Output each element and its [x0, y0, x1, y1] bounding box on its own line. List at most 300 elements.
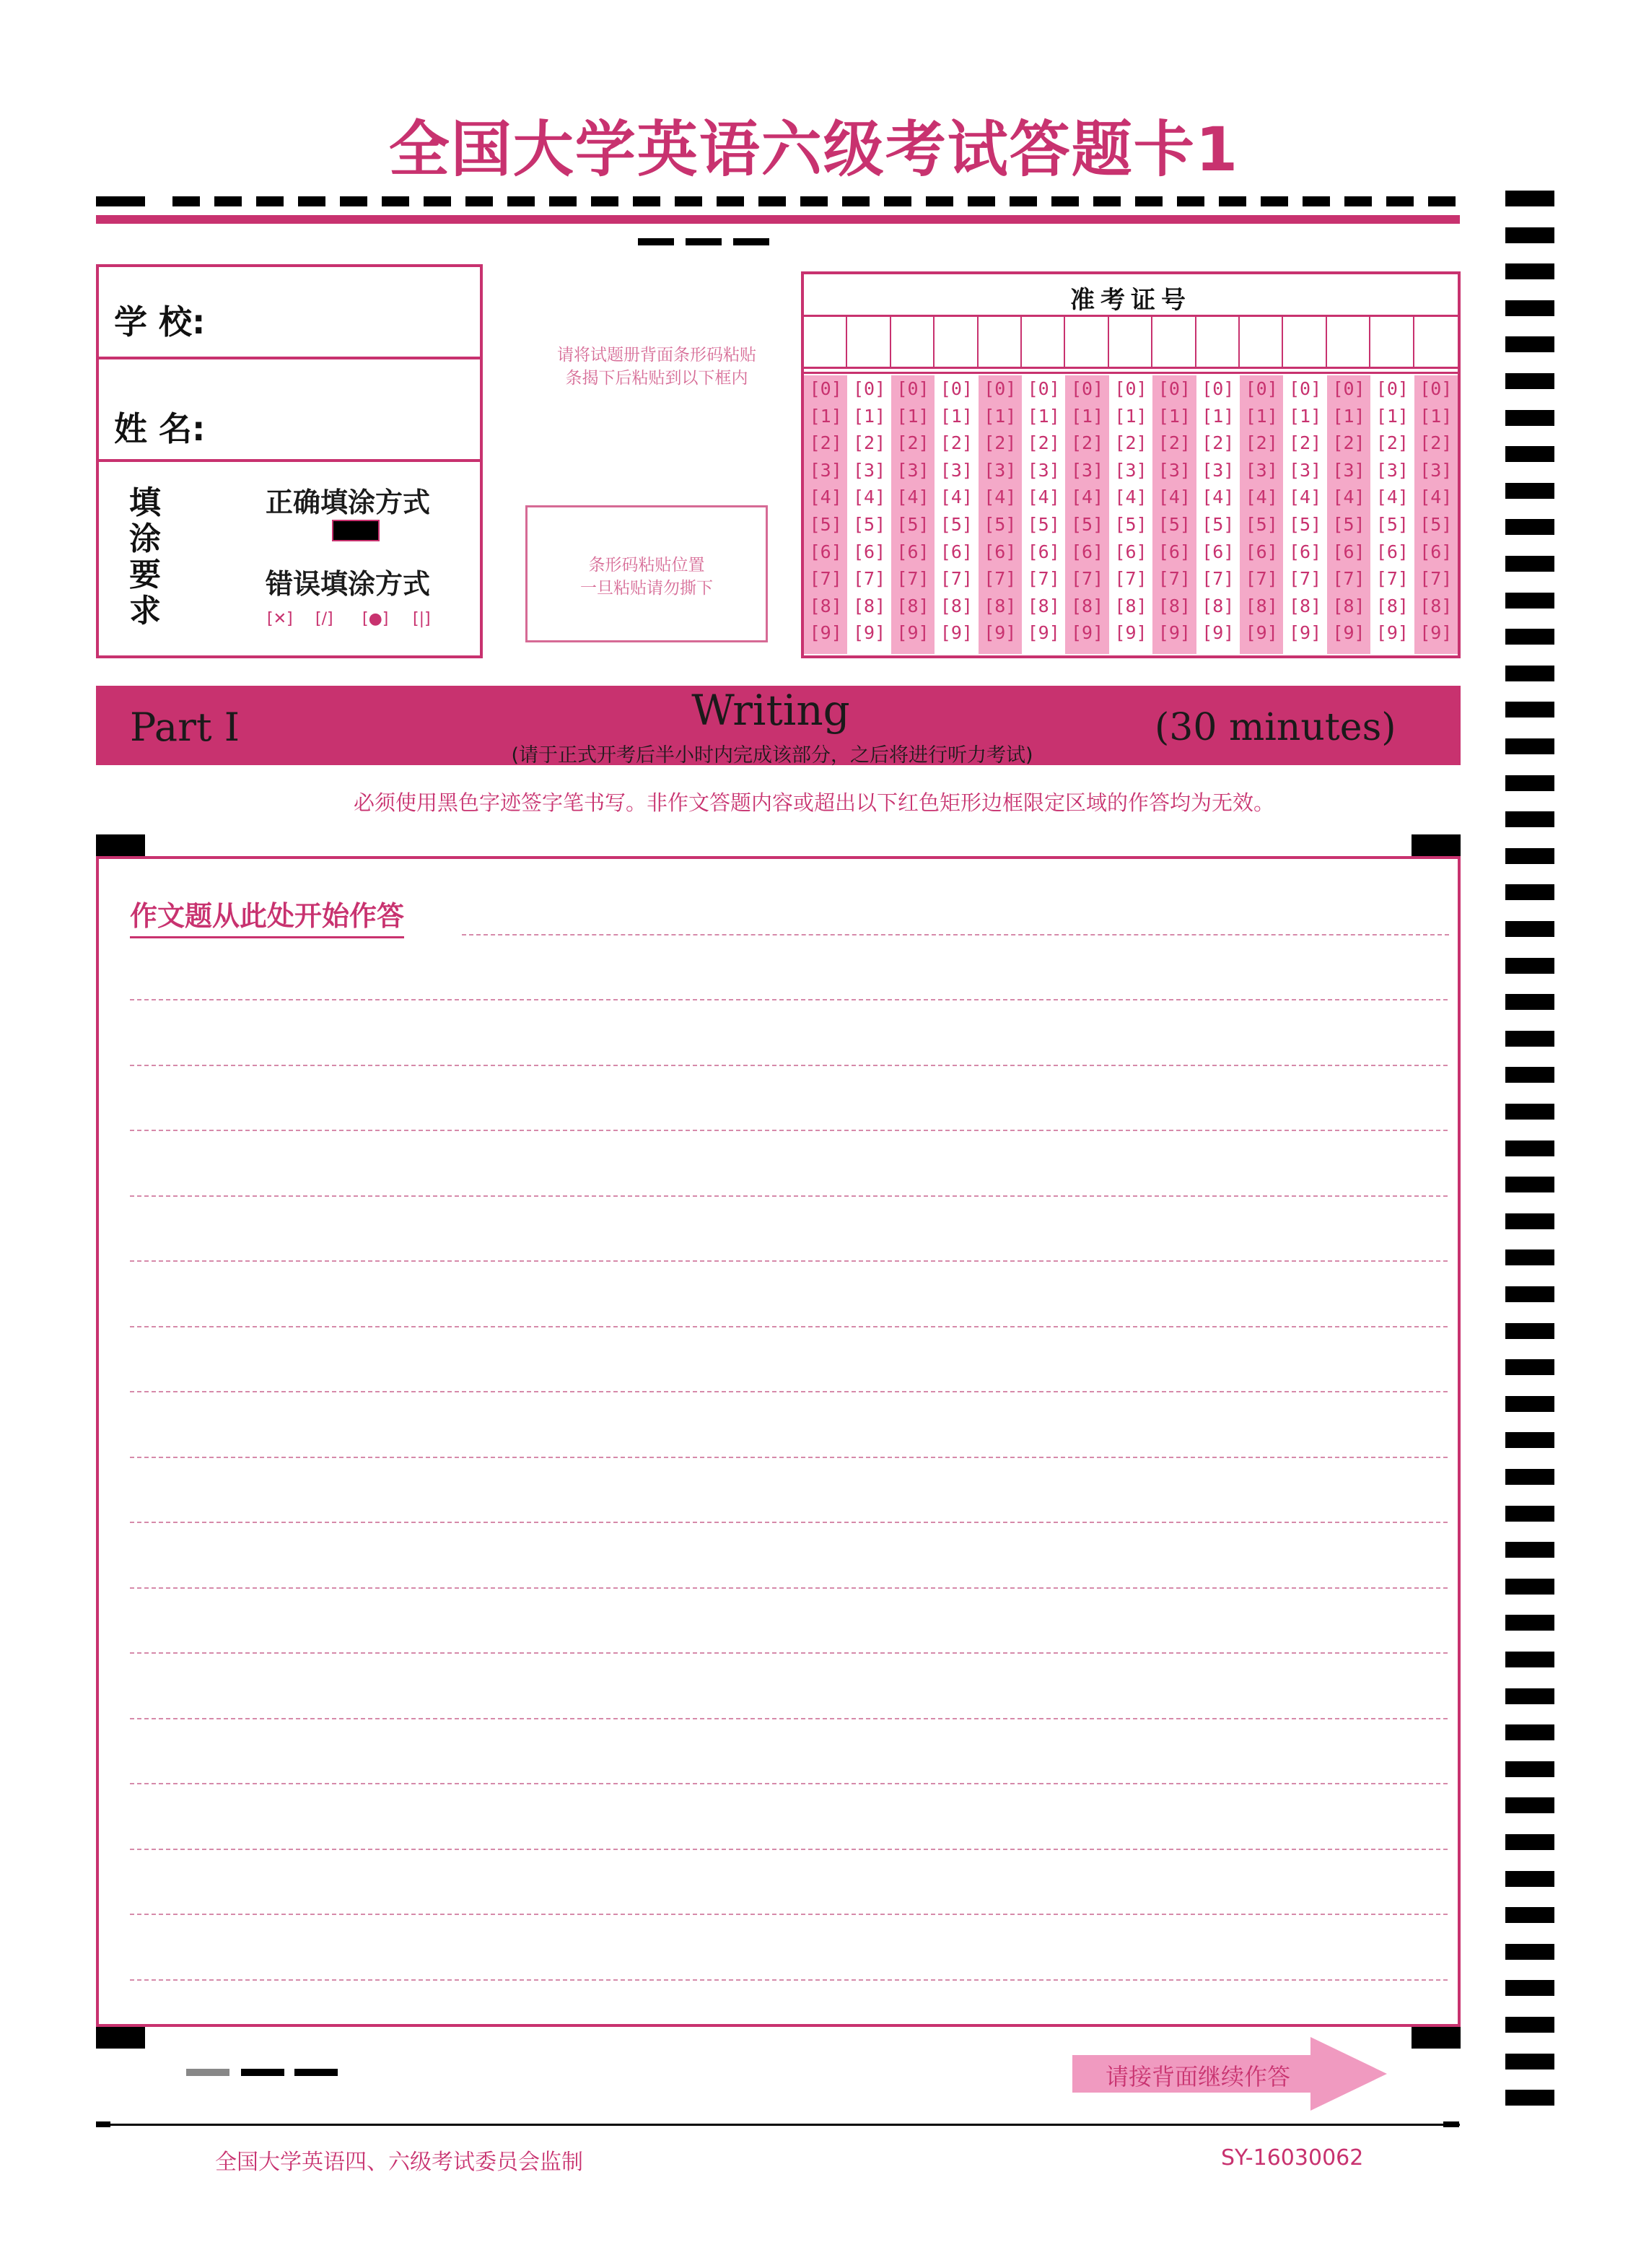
timing-mark [465, 196, 493, 206]
exam-id-bubble[interactable]: [4] [1027, 487, 1060, 508]
timing-mark [1505, 336, 1554, 352]
essay-line [130, 1391, 1448, 1392]
timing-mark [256, 196, 284, 206]
exam-id-bubble[interactable]: [5] [853, 514, 886, 535]
exam-id-digit-box[interactable] [1240, 317, 1283, 369]
exam-id-bubble[interactable]: [8] [1289, 595, 1322, 616]
corner-mark [1412, 2027, 1461, 2049]
timing-mark [214, 196, 242, 206]
exam-id-bubble[interactable]: [3] [1157, 459, 1191, 481]
essay-line [130, 1914, 1448, 1915]
exam-id-bubble[interactable]: [3] [1114, 459, 1147, 481]
exam-id-bubble[interactable]: [2] [1027, 432, 1060, 454]
exam-id-digit-box[interactable] [1283, 317, 1326, 369]
exam-id-bubble[interactable]: [1] [940, 405, 973, 427]
exam-id-bubble[interactable]: [2] [1419, 432, 1453, 454]
exam-id-bubble[interactable]: [4] [1202, 487, 1235, 508]
fill-rules-title-char: 涂 [129, 520, 161, 557]
exam-id-bubble[interactable]: [8] [1375, 595, 1409, 616]
exam-id-bubble[interactable]: [6] [1332, 541, 1365, 562]
essay-line [130, 1195, 1448, 1197]
top-timing-marks [96, 196, 1460, 206]
part-label: Part I [130, 705, 240, 750]
footer-code: SY-16030062 [1221, 2145, 1364, 2171]
essay-line [130, 999, 1448, 1000]
exam-id-bubble[interactable]: [7] [1071, 568, 1104, 590]
timing-mark [1505, 263, 1554, 279]
exam-id-bubble[interactable]: [5] [896, 514, 929, 535]
exam-id-bubble[interactable]: [4] [853, 487, 886, 508]
exam-id-bubble[interactable]: [8] [1157, 595, 1191, 616]
timing-mark [1219, 196, 1246, 206]
exam-id-bubble[interactable]: [6] [1157, 541, 1191, 562]
essay-line [130, 1849, 1448, 1850]
timing-mark [507, 196, 535, 206]
exam-id-bubble[interactable]: [5] [1289, 514, 1322, 535]
exam-id-title: 准考证号 [1070, 286, 1191, 315]
exam-id-bubble[interactable]: [1] [1332, 405, 1365, 427]
exam-id-bubble[interactable]: [7] [1332, 568, 1365, 590]
exam-id-bubble[interactable]: [3] [1332, 459, 1365, 481]
exam-id-bubble[interactable]: [9] [940, 622, 973, 644]
timing-mark [1505, 958, 1554, 974]
exam-id-bubble[interactable]: [4] [1289, 487, 1322, 508]
exam-id-bubble[interactable]: [7] [1157, 568, 1191, 590]
timing-mark [1010, 196, 1037, 206]
exam-id-digit-box[interactable] [935, 317, 978, 369]
exam-id-bubble[interactable]: [5] [1202, 514, 1235, 535]
exam-id-bubble[interactable]: [9] [1157, 622, 1191, 644]
timing-mark [1177, 196, 1204, 206]
timing-mark [884, 196, 911, 206]
footer-supervisor: 全国大学英语四、六级考试委员会监制 [215, 2150, 583, 2175]
exam-id-bubble[interactable]: [2] [1332, 432, 1365, 454]
timing-mark [1505, 593, 1554, 609]
timing-mark [1505, 300, 1554, 316]
timing-mark [1505, 1797, 1554, 1813]
exam-id-bubble[interactable]: [6] [940, 541, 973, 562]
exam-id-bubble[interactable]: [5] [1332, 514, 1365, 535]
timing-mark [424, 196, 451, 206]
exam-id-bubble[interactable]: [9] [1114, 622, 1147, 644]
exam-id-bubble[interactable]: [3] [809, 459, 842, 481]
exam-id-bubble[interactable]: [7] [809, 568, 842, 590]
timing-mark [1505, 1944, 1554, 1960]
exam-id-bubble[interactable]: [4] [809, 487, 842, 508]
exam-id-digit-box[interactable] [1152, 317, 1196, 369]
exam-id-bubble[interactable]: [5] [1071, 514, 1104, 535]
exam-id-bubble[interactable]: [6] [1419, 541, 1453, 562]
essay-line [130, 1718, 1448, 1719]
exam-id-bubble[interactable]: [0] [853, 378, 886, 399]
exam-id-bubble[interactable]: [7] [984, 568, 1017, 590]
exam-id-bubble[interactable]: [2] [940, 432, 973, 454]
exam-id-bubble[interactable]: [7] [1027, 568, 1060, 590]
timing-mark [1505, 227, 1554, 243]
timing-mark [1505, 2090, 1554, 2106]
exam-id-bubble[interactable]: [0] [984, 378, 1017, 399]
essay-line [130, 1457, 1448, 1458]
exam-id-bubble[interactable]: [6] [1245, 541, 1278, 562]
timing-mark [1261, 196, 1288, 206]
small-timing-marks [638, 238, 775, 245]
correct-fill-example [332, 520, 380, 541]
exam-id-bubble[interactable]: [0] [1289, 378, 1322, 399]
exam-id-bubble[interactable]: [9] [1245, 622, 1278, 644]
exam-id-bubble[interactable]: [2] [984, 432, 1017, 454]
wrong-fill-example: [|] [413, 610, 431, 628]
exam-id-bubble[interactable]: [1] [896, 405, 929, 427]
exam-id-bubble[interactable]: [3] [1027, 459, 1060, 481]
timing-mark [1386, 196, 1414, 206]
exam-id-digit-box[interactable] [1370, 317, 1414, 369]
timing-mark [1505, 1724, 1554, 1740]
school-field[interactable] [224, 289, 469, 346]
exam-id-bubble[interactable]: [6] [1289, 541, 1322, 562]
timing-mark [1505, 1652, 1554, 1667]
exam-id-bubble[interactable]: [4] [1071, 487, 1104, 508]
essay-line [130, 1587, 1448, 1589]
exam-id-bubble[interactable]: [7] [1202, 568, 1235, 590]
timing-mark [1505, 1432, 1554, 1448]
timing-mark [1505, 921, 1554, 937]
essay-line [130, 1130, 1448, 1131]
exam-id-bubble[interactable]: [1] [853, 405, 886, 427]
exam-id-bubble[interactable]: [9] [1071, 622, 1104, 644]
timing-mark [1505, 1615, 1554, 1631]
exam-id-bubble[interactable]: [9] [1419, 622, 1453, 644]
exam-id-bubble[interactable]: [8] [940, 595, 973, 616]
timing-mark [1135, 196, 1163, 206]
timing-mark [1505, 1834, 1554, 1850]
exam-id-bubble[interactable]: [5] [984, 514, 1017, 535]
timing-mark [1505, 1067, 1554, 1083]
exam-id-bubble[interactable]: [1] [1157, 405, 1191, 427]
exam-id-bubble[interactable]: [8] [896, 595, 929, 616]
exam-id-bubble[interactable]: [7] [1245, 568, 1278, 590]
exam-id-bubble[interactable]: [4] [984, 487, 1017, 508]
exam-id-digit-box[interactable] [1327, 317, 1370, 369]
exam-id-bubble[interactable]: [1] [1245, 405, 1278, 427]
bottom-rule [96, 2124, 1460, 2126]
fill-rules-title-char: 填 [129, 484, 161, 521]
exam-id-digit-box[interactable] [1414, 317, 1458, 369]
timing-mark [1505, 1213, 1554, 1229]
essay-line [130, 1783, 1448, 1784]
exam-id-bubble[interactable]: [9] [1202, 622, 1235, 644]
timing-mark [340, 196, 367, 206]
exam-id-bubble[interactable]: [1] [1071, 405, 1104, 427]
timing-mark [1505, 1396, 1554, 1412]
barcode-box [525, 505, 768, 642]
wrong-fill-label: 错误填涂方式 [266, 568, 431, 600]
exam-id-bubble[interactable]: [4] [1332, 487, 1365, 508]
bottom-rule-end [96, 2121, 110, 2127]
timing-mark [1344, 196, 1372, 206]
timing-mark [1505, 848, 1554, 864]
timing-mark [298, 196, 325, 206]
timing-mark [1505, 1907, 1554, 1923]
timing-mark [172, 196, 200, 206]
barcode-box-line: 一旦粘贴请勿撕下 [580, 579, 713, 598]
exam-id-bubble[interactable]: [5] [1157, 514, 1191, 535]
barcode-box-line: 条形码粘贴位置 [588, 556, 705, 575]
exam-id-bubble[interactable]: [9] [1289, 622, 1322, 644]
name-label: 姓 名: [114, 409, 206, 448]
exam-id-bubble[interactable]: [8] [1027, 595, 1060, 616]
essay-start-label: 作文题从此处开始作答 [130, 894, 404, 938]
timing-mark [1303, 196, 1330, 206]
timing-mark [1505, 702, 1554, 718]
exam-id-bubble[interactable]: [2] [809, 432, 842, 454]
timing-mark [549, 196, 577, 206]
timing-mark [1505, 556, 1554, 572]
wrong-fill-example: [/] [315, 610, 333, 628]
exam-id-bubble[interactable]: [1] [809, 405, 842, 427]
essay-line [130, 1652, 1448, 1654]
exam-id-bubble[interactable]: [4] [1375, 487, 1409, 508]
exam-id-bubble[interactable]: [5] [1245, 514, 1278, 535]
exam-id-bubble[interactable]: [0] [1157, 378, 1191, 399]
bottom-rule-end [1443, 2121, 1459, 2127]
bottom-timing-marks [186, 2069, 341, 2076]
exam-id-bubble[interactable]: [5] [1375, 514, 1409, 535]
exam-id-bubble[interactable]: [2] [853, 432, 886, 454]
exam-id-bubble[interactable]: [7] [1375, 568, 1409, 590]
exam-id-bubble[interactable]: [9] [896, 622, 929, 644]
exam-id-bubble[interactable]: [1] [984, 405, 1017, 427]
corner-mark [1412, 834, 1461, 856]
exam-id-bubble[interactable]: [3] [1289, 459, 1322, 481]
timing-mark [1505, 191, 1554, 206]
exam-id-bubble[interactable]: [7] [1289, 568, 1322, 590]
exam-id-bubble[interactable]: [0] [1071, 378, 1104, 399]
timing-mark [1505, 1104, 1554, 1120]
barcode-instruction [520, 344, 794, 390]
part-duration: (30 minutes) [1155, 706, 1396, 749]
exam-id-bubble[interactable]: [9] [853, 622, 886, 644]
exam-id-bubble[interactable]: [4] [940, 487, 973, 508]
exam-id-bubble[interactable]: [9] [809, 622, 842, 644]
exam-id-digit-box[interactable] [891, 317, 935, 369]
essay-line [462, 934, 1449, 935]
exam-id-bubble[interactable]: [2] [1245, 432, 1278, 454]
exam-id-bubble[interactable]: [8] [853, 595, 886, 616]
exam-id-bubble[interactable]: [6] [1027, 541, 1060, 562]
part-name: Writing [691, 686, 850, 735]
exam-id-bubble[interactable]: [3] [984, 459, 1017, 481]
exam-id-bubble[interactable]: [3] [1419, 459, 1453, 481]
continue-label: 请接背面继续作答 [1105, 2063, 1290, 2090]
timing-mark [1505, 1286, 1554, 1302]
exam-id-digit-box[interactable] [1022, 317, 1065, 369]
essay-line [130, 1065, 1448, 1066]
essay-line [130, 1979, 1448, 1981]
exam-id-bubble[interactable]: [6] [1375, 541, 1409, 562]
exam-id-digit-box[interactable] [1109, 317, 1152, 369]
exam-id-digit-box[interactable] [804, 317, 847, 369]
exam-id-bubble[interactable]: [3] [853, 459, 886, 481]
sheet-title: 全国大学英语六级考试答题卡1 [388, 114, 1240, 185]
exam-id-bubble[interactable]: [1] [1114, 405, 1147, 427]
exam-id-bubble[interactable]: [3] [1375, 459, 1409, 481]
timing-mark [717, 196, 744, 206]
exam-id-bubble[interactable]: [6] [1202, 541, 1235, 562]
exam-id-bubble[interactable]: [0] [1202, 378, 1235, 399]
essay-line [130, 1326, 1448, 1327]
timing-mark [1505, 2054, 1554, 2069]
timing-mark [1505, 1359, 1554, 1375]
exam-id-bubble[interactable]: [1] [1289, 405, 1322, 427]
exam-id-bubble[interactable]: [0] [896, 378, 929, 399]
timing-mark [1505, 1177, 1554, 1192]
timing-mark [1505, 884, 1554, 900]
info-divider [96, 357, 483, 359]
timing-mark [1505, 666, 1554, 681]
fill-rules-title [127, 485, 163, 629]
essay-line [130, 1260, 1448, 1262]
correct-fill-label: 正确填涂方式 [266, 487, 431, 518]
timing-mark [1505, 1761, 1554, 1777]
school-label: 学 校: [114, 302, 206, 341]
exam-id-bubble[interactable]: [8] [809, 595, 842, 616]
corner-mark [96, 834, 145, 856]
timing-mark [1505, 738, 1554, 754]
exam-id-bubble[interactable]: [5] [1027, 514, 1060, 535]
essay-answer-box[interactable] [96, 856, 1461, 2027]
exam-id-bubble[interactable]: [8] [1114, 595, 1147, 616]
timing-mark [1505, 1871, 1554, 1887]
writing-warning: 必须使用黑色字迹签字笔书写。非作文答题内容或超出以下红色矩形边框限定区域的作答均为无效。 [353, 790, 1274, 815]
exam-id-bubble[interactable]: [7] [896, 568, 929, 590]
top-divider [96, 215, 1460, 224]
timing-mark [1505, 1469, 1554, 1485]
timing-mark [1505, 410, 1554, 426]
part-note: (请于正式开考后半小时内完成该部分，之后将进行听力考试) [511, 744, 1033, 767]
exam-id-bubble[interactable]: [5] [1419, 514, 1453, 535]
exam-id-bubble[interactable]: [6] [984, 541, 1017, 562]
fill-rules-title-char: 求 [129, 593, 161, 629]
exam-id-bubble[interactable]: [0] [1332, 378, 1365, 399]
exam-id-bubble[interactable]: [0] [1419, 378, 1453, 399]
exam-id-bubble[interactable]: [9] [1375, 622, 1409, 644]
exam-id-bubble[interactable]: [2] [1289, 432, 1322, 454]
exam-id-bubble[interactable]: [3] [1202, 459, 1235, 481]
exam-id-bubble[interactable]: [2] [1114, 432, 1147, 454]
exam-id-bubble[interactable]: [4] [1157, 487, 1191, 508]
corner-mark [96, 2027, 145, 2049]
exam-id-bubble[interactable]: [8] [984, 595, 1017, 616]
exam-id-bubble[interactable]: [3] [1071, 459, 1104, 481]
exam-id-bubble[interactable]: [7] [1419, 568, 1453, 590]
exam-id-bubble[interactable]: [6] [896, 541, 929, 562]
exam-id-bubble[interactable]: [0] [809, 378, 842, 399]
timing-mark [591, 196, 618, 206]
exam-id-bubble[interactable]: [9] [1027, 622, 1060, 644]
barcode-instruction-line: 条揭下后粘贴到以下框内 [565, 369, 748, 388]
exam-id-bubble[interactable]: [4] [1419, 487, 1453, 508]
exam-id-bubble[interactable]: [3] [896, 459, 929, 481]
exam-id-bubble[interactable]: [2] [1202, 432, 1235, 454]
info-divider [96, 459, 483, 462]
timing-mark [758, 196, 786, 206]
exam-id-bubble[interactable]: [4] [1114, 487, 1147, 508]
exam-id-digit-box[interactable] [847, 317, 890, 369]
timing-mark [1505, 994, 1554, 1010]
right-timing-marks [1505, 191, 1556, 2125]
exam-id-digit-box[interactable] [1196, 317, 1240, 369]
exam-id-bubble[interactable]: [0] [1375, 378, 1409, 399]
exam-id-bubble[interactable]: [3] [1245, 459, 1278, 481]
exam-id-bubble[interactable]: [1] [1027, 405, 1060, 427]
exam-id-bubble[interactable]: [7] [853, 568, 886, 590]
timing-mark [1505, 519, 1554, 535]
exam-id-bubble[interactable]: [2] [896, 432, 929, 454]
exam-id-bubble[interactable]: [4] [896, 487, 929, 508]
exam-id-bubble[interactable]: [0] [1245, 378, 1278, 399]
name-field[interactable] [224, 390, 469, 448]
exam-id-bubble[interactable]: [3] [940, 459, 973, 481]
exam-id-bubble[interactable]: [9] [984, 622, 1017, 644]
exam-id-bubble[interactable]: [6] [1071, 541, 1104, 562]
timing-mark [1505, 1140, 1554, 1156]
timing-mark [382, 196, 409, 206]
timing-mark [1505, 2017, 1554, 2033]
exam-id-bubble[interactable]: [8] [1245, 595, 1278, 616]
timing-mark [1505, 1323, 1554, 1339]
exam-id-bubble[interactable]: [8] [1419, 595, 1453, 616]
exam-id-bubble[interactable]: [1] [1202, 405, 1235, 427]
exam-id-digit-box[interactable] [979, 317, 1022, 369]
exam-id-bubble[interactable]: [1] [1375, 405, 1409, 427]
exam-id-bubble[interactable]: [5] [940, 514, 973, 535]
exam-id-digit-box[interactable] [1065, 317, 1108, 369]
timing-mark [968, 196, 995, 206]
exam-id-bubble[interactable]: [6] [809, 541, 842, 562]
timing-mark [1051, 196, 1079, 206]
timing-mark [1505, 446, 1554, 462]
timing-mark [1505, 1579, 1554, 1595]
exam-id-bubble[interactable]: [5] [809, 514, 842, 535]
timing-mark [1505, 1688, 1554, 1704]
exam-id-bubble[interactable]: [2] [1071, 432, 1104, 454]
exam-id-bubble[interactable]: [9] [1332, 622, 1365, 644]
exam-id-bubble[interactable]: [5] [1114, 514, 1147, 535]
timing-mark [1505, 1031, 1554, 1047]
exam-id-bubble[interactable]: [8] [1202, 595, 1235, 616]
exam-id-bubble[interactable]: [0] [1027, 378, 1060, 399]
exam-id-bubble[interactable]: [0] [940, 378, 973, 399]
exam-id-bubble[interactable]: [2] [1157, 432, 1191, 454]
timing-mark [675, 196, 702, 206]
exam-id-bubble[interactable]: [8] [1332, 595, 1365, 616]
timing-mark [926, 196, 953, 206]
timing-mark [1505, 1506, 1554, 1522]
timing-mark [1505, 629, 1554, 645]
exam-id-bubble[interactable]: [6] [1114, 541, 1147, 562]
exam-id-bubble[interactable]: [6] [853, 541, 886, 562]
exam-id-bubble[interactable]: [1] [1419, 405, 1453, 427]
exam-id-bubble[interactable]: [7] [940, 568, 973, 590]
exam-id-bubble[interactable]: [4] [1245, 487, 1278, 508]
timing-mark [1505, 1249, 1554, 1265]
exam-id-bubble[interactable]: [8] [1071, 595, 1104, 616]
timing-mark [633, 196, 660, 206]
timing-mark [1505, 1980, 1554, 1996]
exam-id-bubble[interactable]: [2] [1375, 432, 1409, 454]
exam-id-bubble[interactable]: [0] [1114, 378, 1147, 399]
exam-id-bubble[interactable]: [7] [1114, 568, 1147, 590]
